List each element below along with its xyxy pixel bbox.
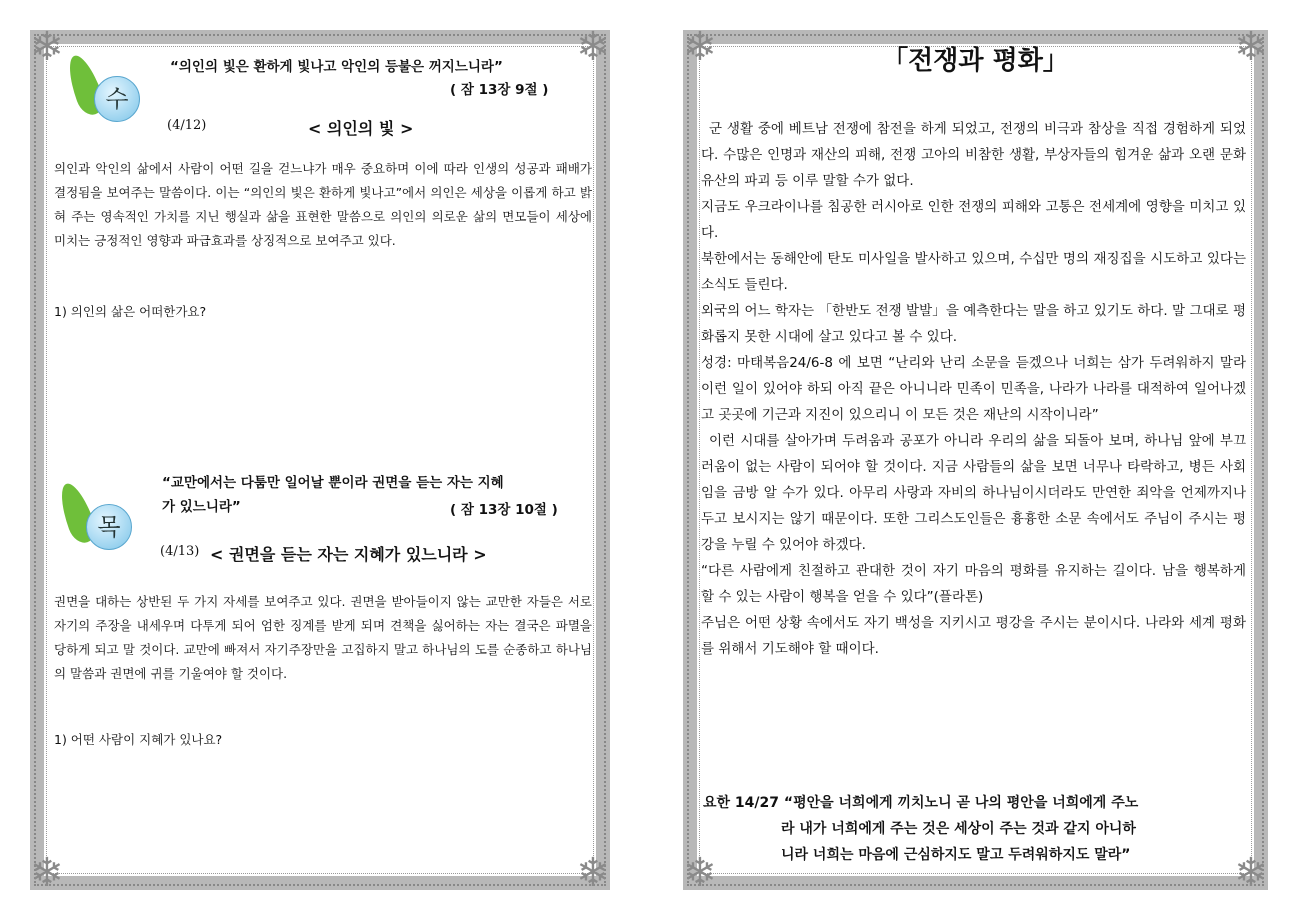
section-subtitle: < 의인의 빛 >	[308, 119, 414, 138]
snowflake-icon: ❄	[683, 850, 717, 896]
left-page	[30, 24, 610, 896]
date-label: (4/12)	[167, 118, 207, 133]
snowflake-icon: ❄	[683, 24, 717, 70]
day-char: 목	[86, 504, 132, 550]
snowflake-icon: ❄	[576, 24, 610, 70]
verse-text-line2: 가 있느니라”	[162, 499, 241, 515]
paragraph: 이런 시대를 살아가며 두려움과 공포가 아니라 우리의 삶을 되돌아 보며, 하나님 앞에 부끄러움이 없는 사람이 되어야 할 것이다. 지금 사람들의 삶을 보면 너무나 타락하고, 병든 사회임을 금방 알 수가 있다. 아무리 사랑과 자비의 하나님이시더라도 만연한 죄악을 언제까지나 두고 보시지는 않기 때문이다. 또한 그리스도인들은 흉흉한 소문 속에서도 주님이 주시는 평강을 누릴 수 있어야 하겠다.	[701, 433, 1246, 553]
body-paragraph: 권면을 대하는 상반된 두 가지 자세를 보여주고 있다. 권면을 받아들이지 않는 교만한 자들은 서로 자기의 주장을 내세우며 다투게 되어 엄한 징계를 받게 되며 견책을 싫어하는 자는 결국은 파멸을 당하게 되고 말 것이다. 교만에 빠져서 자기주장만을 고집하지 말고 하나님의 도를 순종하고 하나님의 말씀과 권면에 귀를 기울여야 할 것이다.	[54, 594, 592, 681]
question-text: 1) 어떤 사람이 지혜가 있나요?	[54, 732, 223, 747]
body-paragraph: 의인과 악인의 삶에서 사람이 어떤 길을 걷느냐가 매우 중요하며 이에 따라 인생의 성공과 패배가 결정됨을 보여주는 말씀이다. 이는 “의인의 빛은 환하게 빛나고”에서 의인은 세상을 이롭게 하고 밝혀 주는 영속적인 가치를 지닌 행실과 삶을 표현한 말씀으로 의인의 의로운 삶의 면모들이 세상에 미치는 긍정적인 영향과 파급효과를 상징적으로 보여주고 있다.	[54, 161, 592, 248]
closing-verse-line2: 라 내가 너희에게 주는 것은 세상이 주는 것과 같지 아니하	[781, 821, 1136, 837]
verse-reference: ( 잠 13장 9절 )	[450, 82, 549, 98]
day-badge-wednesday	[68, 50, 148, 140]
snowflake-icon: ❄	[1234, 850, 1268, 896]
paragraph: 지금도 우크라이나를 침공한 러시아로 인한 전쟁의 피해와 고통은 전세계에 영향을 미치고 있다.	[701, 199, 1246, 241]
question-text: 1) 의인의 삶은 어떠한가요?	[54, 304, 207, 319]
right-page	[683, 24, 1268, 896]
paragraph: 주님은 어떤 상황 속에서도 자기 백성을 지키시고 평강을 주시는 분이시다. 나라와 세계 평화를 위해서 기도해야 할 때이다.	[701, 615, 1246, 657]
page-title: 「전쟁과 평화」	[882, 46, 1069, 76]
day-badge-thursday	[60, 478, 140, 568]
paragraph: 북한에서는 동해안에 탄도 미사일을 발사하고 있으며, 수십만 명의 재징집을 시도하고 있다는 소식도 들린다.	[701, 251, 1246, 293]
snowflake-icon: ❄	[576, 850, 610, 896]
date-label: (4/13)	[160, 544, 200, 559]
paragraph: 군 생활 중에 베트남 전쟁에 참전을 하게 되었고, 전쟁의 비극과 참상을 직접 경험하게 되었다. 수많은 인명과 재산의 피해, 전쟁 고아의 비참한 생활, 부상자들의 힘겨운 삶과 오랜 문화유산의 파괴 등 이루 말할 수가 없다.	[701, 121, 1246, 189]
day-char: 수	[94, 76, 140, 122]
verse-text-line1: “교만에서는 다툼만 일어날 뿐이라 권면을 듣는 자는 지혜	[162, 475, 504, 491]
closing-verse-line3: 니라 너희는 마음에 근심하지도 말고 두려워하지도 말라”	[781, 847, 1131, 863]
verse-text: “의인의 빛은 환하게 빛나고 악인의 등불은 꺼지느니라”	[170, 59, 503, 75]
snowflake-icon: ❄	[1234, 24, 1268, 70]
paragraph: 성경: 마태복음24/6-8 에 보면 “난리와 난리 소문을 듣겠으나 너희는 삼가 두려워하지 말라 이런 일이 있어야 하되 아직 끝은 아니니라 민족이 민족을, 나라가 나라를 대적하여 일어나겠고 곳곳에 기근과 지진이 있으리니 이 모든 것은 재난의 시작이니라”	[701, 355, 1246, 423]
snowflake-icon: ❄	[30, 24, 64, 70]
paragraph: 외국의 어느 학자는 「한반도 전쟁 발발」을 예측한다는 말을 하고 있기도 하다. 말 그대로 평화롭지 못한 시대에 살고 있다고 볼 수 있다.	[701, 303, 1246, 345]
paragraph: “다른 사람에게 친절하고 관대한 것이 자기 마음의 평화를 유지하는 길이다. 남을 행복하게 할 수 있는 사람이 행복을 얻을 수 있다”(플라톤)	[701, 563, 1246, 605]
verse-reference: ( 잠 13장 10절 )	[450, 502, 558, 518]
closing-verse-line1: 요한 14/27 “평안을 너희에게 끼치노니 곧 나의 평안을 너희에게 주노	[703, 795, 1139, 811]
essay-body	[701, 116, 1246, 662]
section-subtitle: < 권면을 듣는 자는 지혜가 있느니라 >	[210, 545, 487, 564]
closing-verse	[703, 790, 1243, 868]
snowflake-icon: ❄	[30, 850, 64, 896]
